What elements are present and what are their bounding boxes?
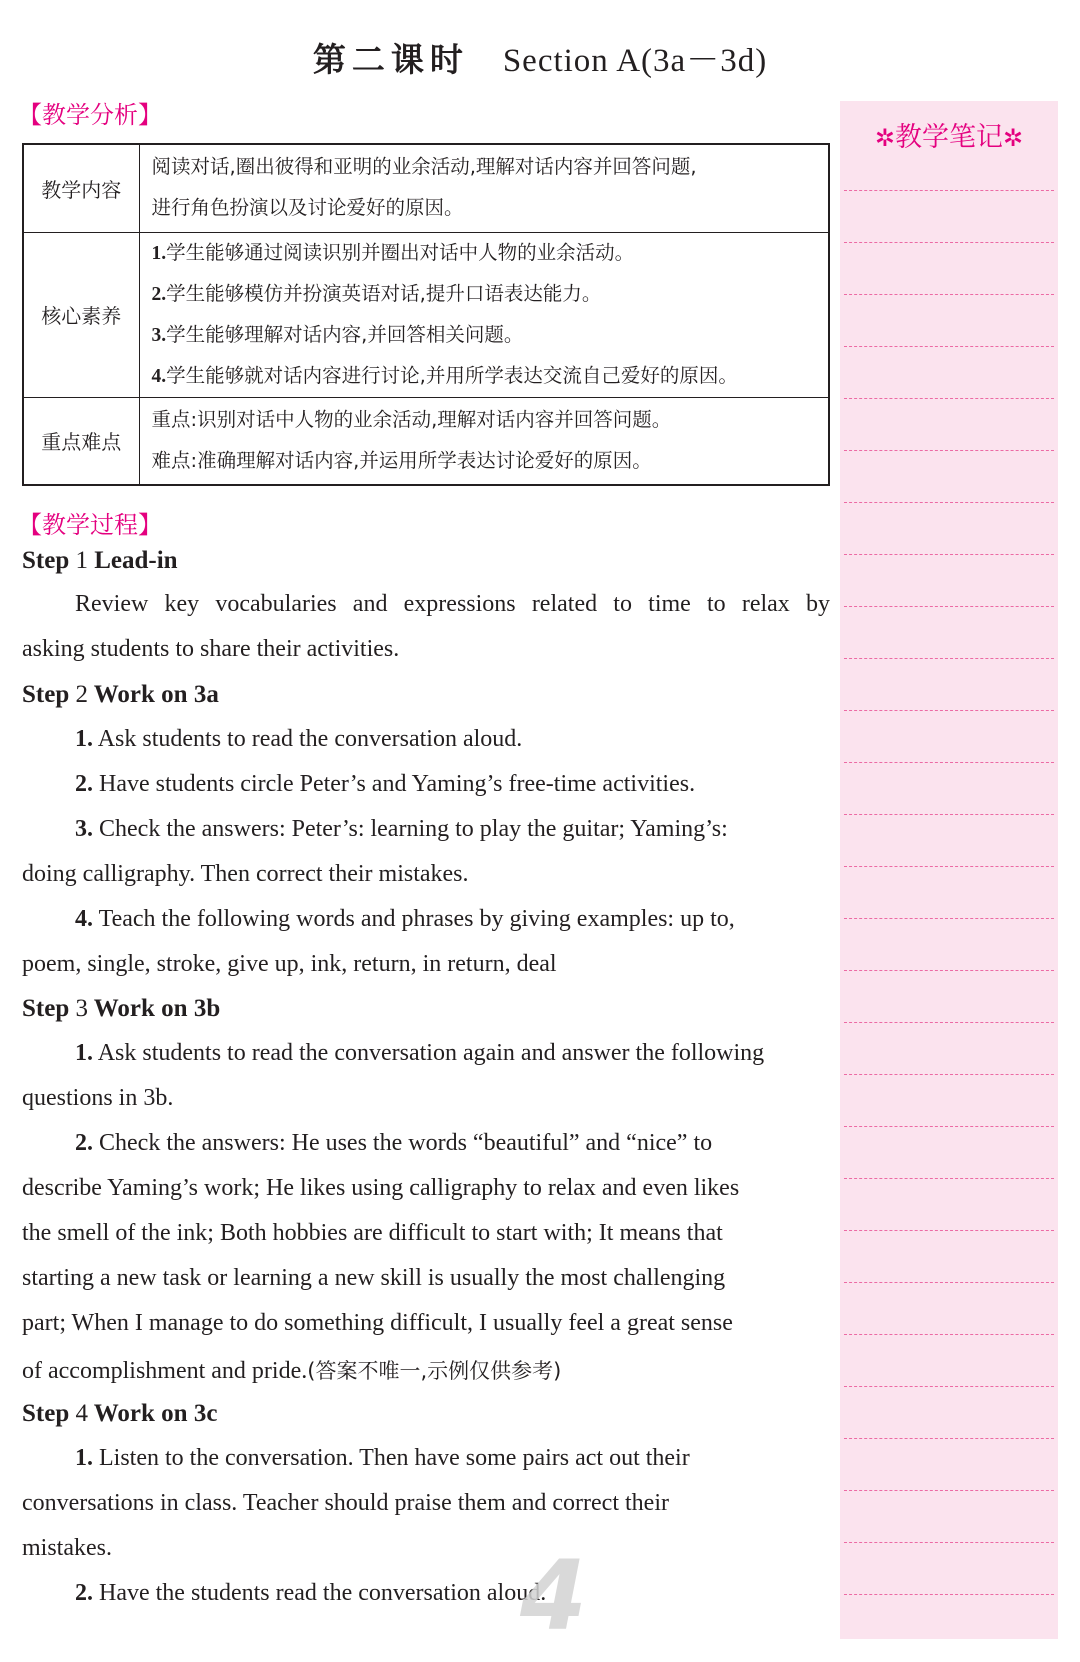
note-rule — [844, 970, 1054, 971]
note-rule — [844, 1230, 1054, 1231]
paragraph-line: of accomplishment and pride.(答案不唯一,示例仅供参考) — [22, 1358, 562, 1384]
note-rule — [844, 1074, 1054, 1075]
note-rule — [844, 1022, 1054, 1023]
paragraph-line: mistakes. — [22, 1535, 112, 1561]
paragraph-line: 1. Listen to the conversation. Then have some pairs act out their — [75, 1445, 690, 1471]
analysis-heading: 【教学分析】 — [18, 101, 162, 129]
note-rule — [844, 1178, 1054, 1179]
paragraph-line: 1. Ask students to read the conversation again and answer the following — [75, 1040, 765, 1066]
note-rule — [844, 710, 1054, 711]
flower-icon: ✲ — [874, 124, 895, 152]
row-content — [139, 232, 829, 397]
note-rule — [844, 1594, 1054, 1595]
lesson-title-en: Section A(3a－3d) — [502, 43, 768, 79]
note-rule — [844, 346, 1054, 347]
notes-title: ✲教学笔记✲ — [874, 122, 1024, 153]
note-rule — [844, 918, 1054, 919]
paragraph-line: 2. Check the answers: He uses the words “beautiful” and “nice” to — [75, 1130, 713, 1156]
paragraph-line: 4. Teach the following words and phrases by giving examples: up to, — [75, 906, 735, 932]
row-line: 进行角色扮演以及讨论爱好的原因。 — [151, 196, 464, 220]
lesson-title-cn: 第二课时 — [312, 40, 469, 79]
paragraph-line: 3. Check the answers: Peter’s: learning to play the guitar; Yaming’s: — [75, 816, 728, 842]
note-rule — [844, 1282, 1054, 1283]
flower-icon: ✲ — [1003, 124, 1024, 152]
paragraph-line: poem, single, stroke, give up, ink, return, in return, deal — [22, 951, 557, 977]
note-rule — [844, 814, 1054, 815]
note-rule — [844, 398, 1054, 399]
row-label: 教学内容 — [23, 144, 139, 232]
teaching-notes-panel — [840, 101, 1058, 1639]
row-line: 4.学生能够就对话内容进行讨论,并用所学表达交流自己爱好的原因。 — [151, 363, 738, 387]
process-heading: 【教学过程】 — [18, 511, 162, 539]
note-rule — [844, 762, 1054, 763]
note-rule — [844, 502, 1054, 503]
paragraph-line: the smell of the ink; Both hobbies are difficult to start with; It means that — [22, 1220, 723, 1246]
analysis-row — [23, 397, 829, 485]
step-heading: Step 4 Work on 3c — [22, 1400, 218, 1427]
note-rule — [844, 190, 1054, 191]
paragraph-line: 2. Have the students read the conversation aloud. — [75, 1580, 547, 1606]
row-line: 1.学生能够通过阅读识别并圈出对话中人物的业余活动。 — [151, 240, 635, 264]
row-line: 阅读对话,圈出彼得和亚明的业余活动,理解对话内容并回答问题, — [151, 155, 697, 179]
row-content — [139, 144, 829, 232]
note-rule — [844, 1542, 1054, 1543]
paragraph-line: 1. Ask students to read the conversation aloud. — [75, 726, 523, 752]
paragraph-line: starting a new task or learning a new skill is usually the most challenging — [22, 1265, 726, 1291]
paragraph-line: conversations in class. Teacher should praise them and correct their — [22, 1490, 669, 1516]
step-heading: Step 2 Work on 3a — [22, 681, 219, 708]
lesson-title — [0, 34, 1080, 81]
note-rule — [844, 1438, 1054, 1439]
analysis-row — [23, 144, 829, 232]
analysis-table — [22, 143, 830, 486]
paragraph-line: Review key vocabularies and expressions related to time to relax by — [75, 591, 830, 617]
paragraph-line: 2. Have students circle Peter’s and Yaming’s free-time activities. — [75, 771, 696, 797]
page-number: 4 — [520, 1540, 587, 1652]
note-rule — [844, 1490, 1054, 1491]
note-rule — [844, 1334, 1054, 1335]
paragraph-line: describe Yaming’s work; He likes using calligraphy to relax and even likes — [22, 1175, 740, 1201]
answer-note: (答案不唯一,示例仅供参考) — [307, 1359, 562, 1383]
paragraph-line: questions in 3b. — [22, 1085, 174, 1111]
row-content — [139, 397, 829, 485]
step-heading: Step 1 Lead-in — [22, 547, 178, 574]
note-rule — [844, 242, 1054, 243]
note-rule — [844, 866, 1054, 867]
analysis-row — [23, 232, 829, 397]
step-heading: Step 3 Work on 3b — [22, 995, 221, 1022]
row-line: 2.学生能够模仿并扮演英语对话,提升口语表达能力。 — [151, 281, 602, 305]
note-rule — [844, 1126, 1054, 1127]
row-label: 重点难点 — [23, 397, 139, 485]
row-line: 重点:识别对话中人物的业余活动,理解对话内容并回答问题。 — [151, 407, 672, 431]
note-rule — [844, 450, 1054, 451]
paragraph-line: asking students to share their activities. — [22, 636, 400, 662]
note-rule — [844, 1386, 1054, 1387]
paragraph-line: part; When I manage to do something difficult, I usually feel a great sense — [22, 1310, 733, 1336]
row-line: 难点:准确理解对话内容,并运用所学表达讨论爱好的原因。 — [151, 448, 652, 472]
note-rule — [844, 658, 1054, 659]
note-rule — [844, 294, 1054, 295]
row-label: 核心素养 — [23, 232, 139, 397]
note-rule — [844, 606, 1054, 607]
row-line: 3.学生能够理解对话内容,并回答相关问题。 — [151, 322, 524, 346]
note-rule — [844, 554, 1054, 555]
paragraph-line: doing calligraphy. Then correct their mistakes. — [22, 861, 469, 887]
